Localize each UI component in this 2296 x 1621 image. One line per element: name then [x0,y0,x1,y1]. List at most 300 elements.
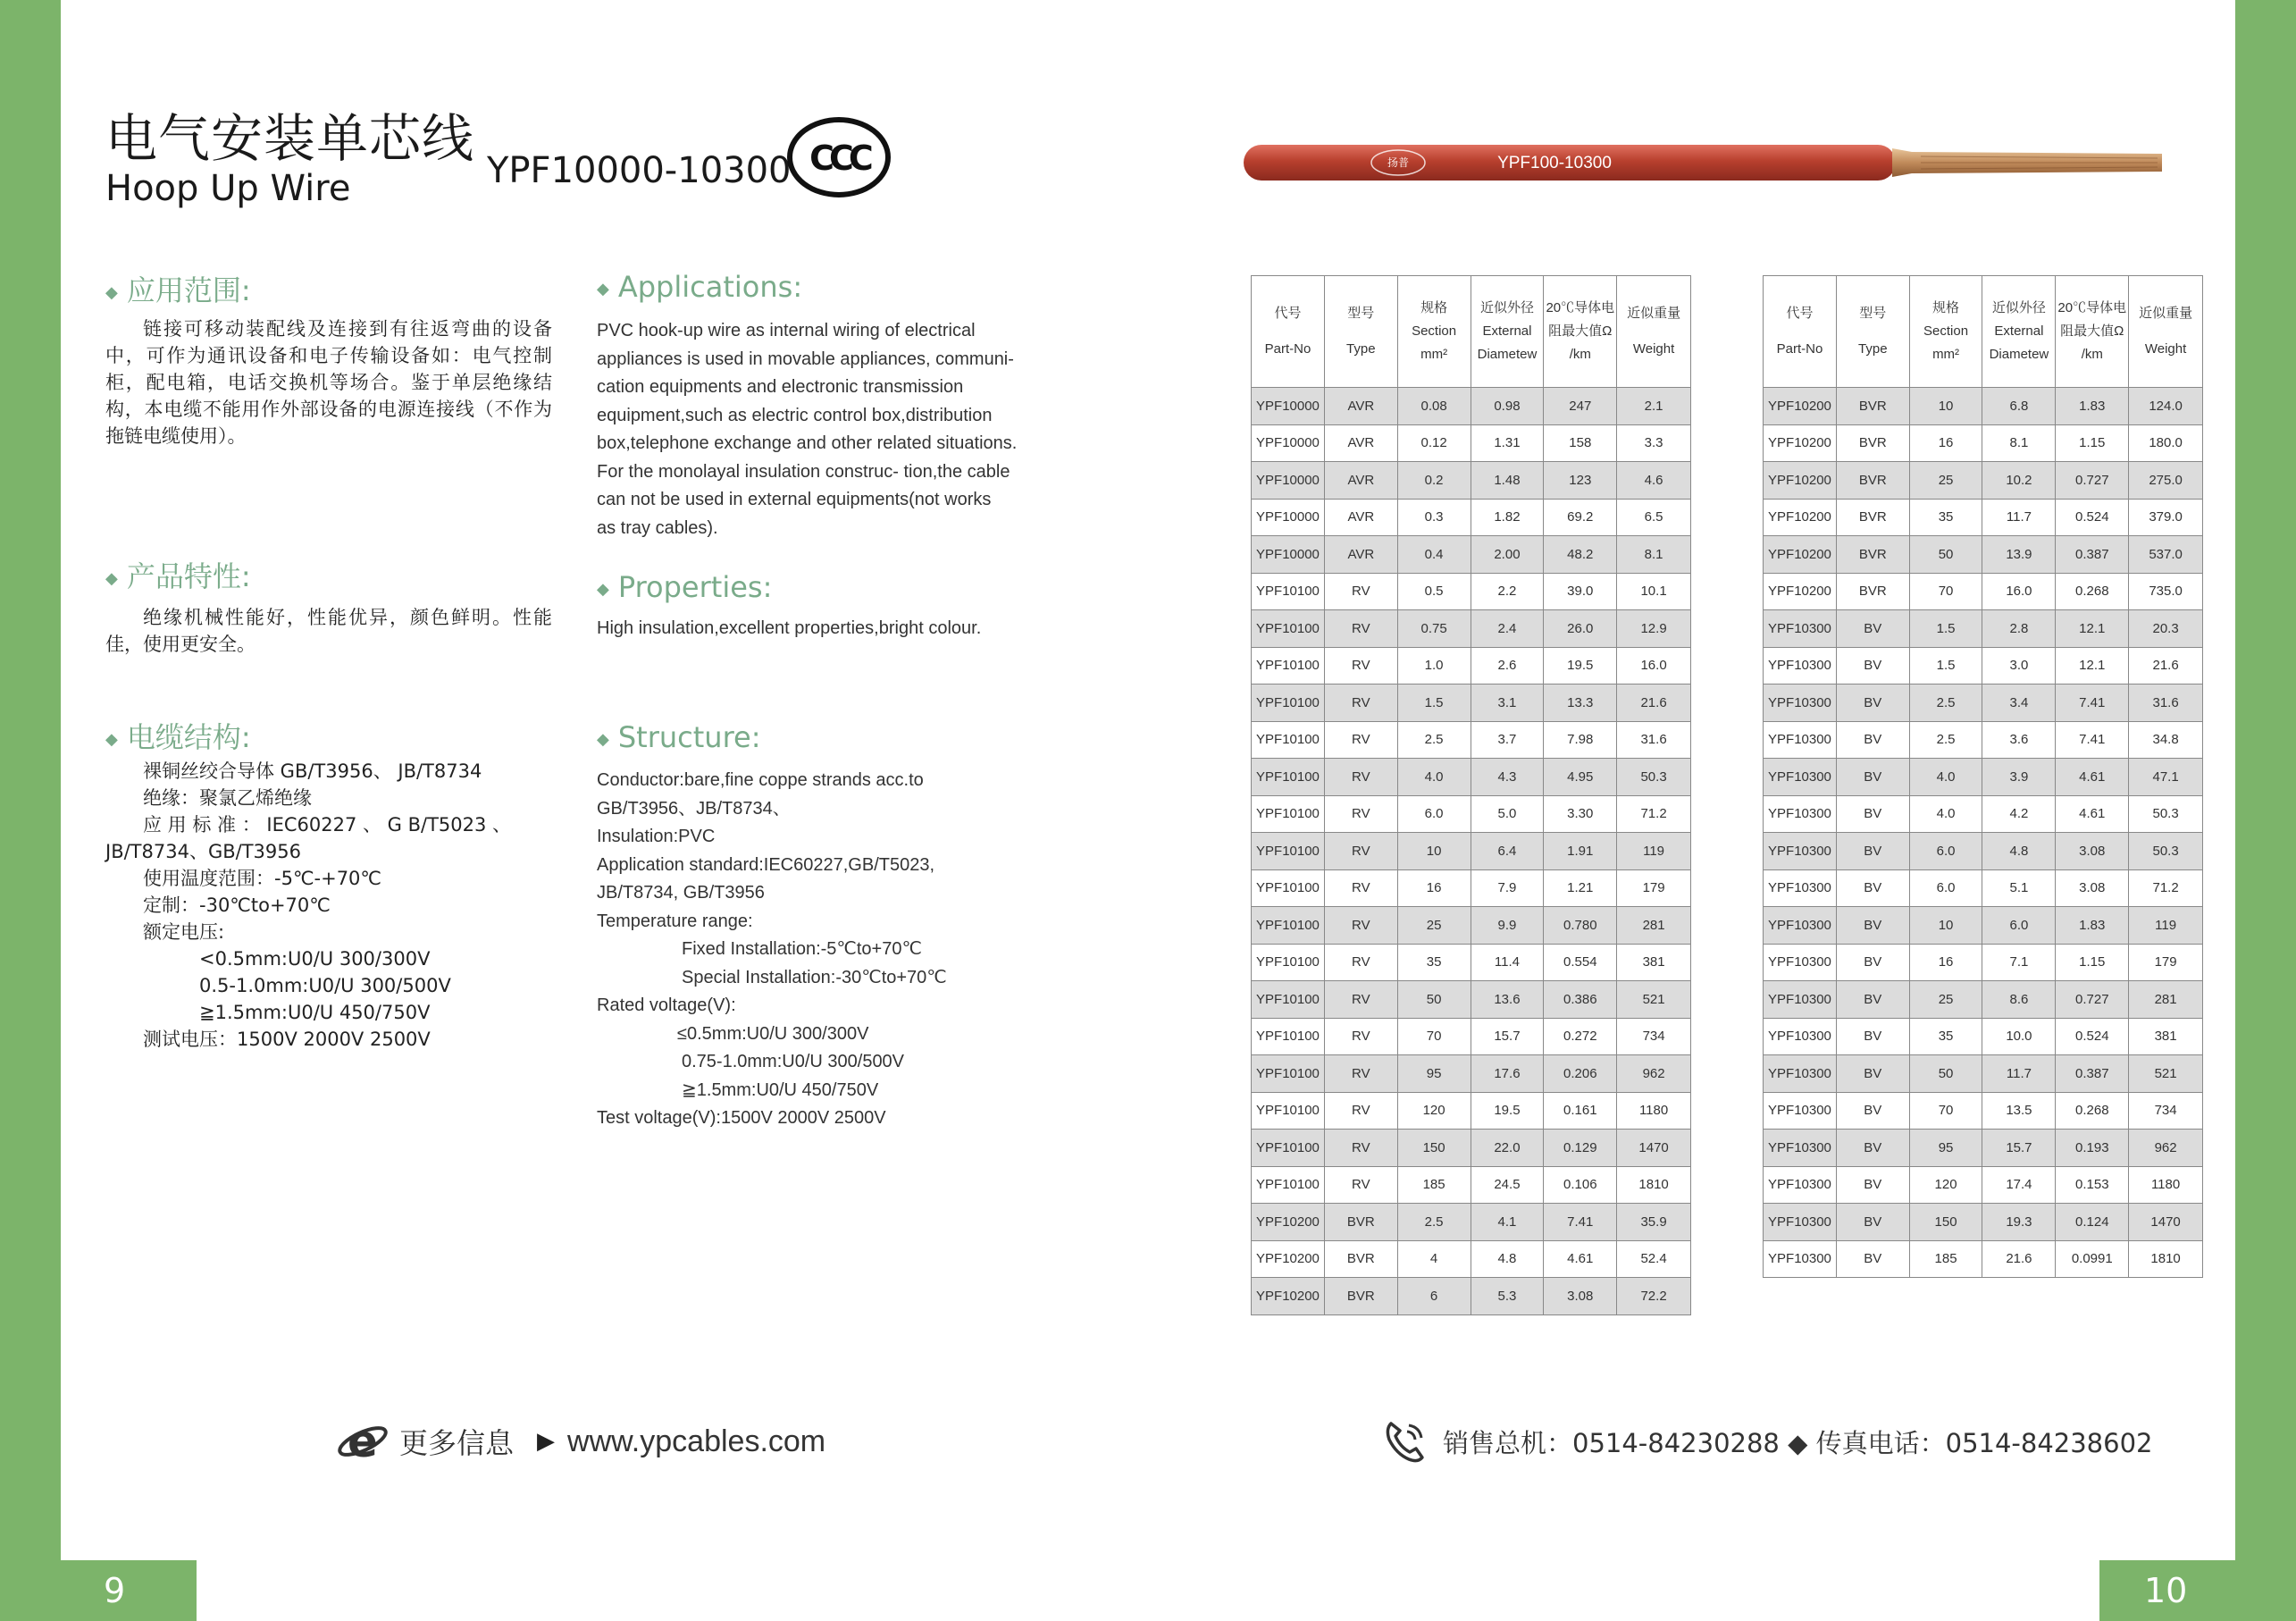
table-cell: 1.82 [1471,499,1544,536]
header-text: Diametew [1989,347,2049,362]
table-cell: YPF10200 [1252,1278,1325,1315]
table-cell: 2.00 [1471,536,1544,574]
table-row [1764,536,2203,574]
table-row [1764,1204,2203,1241]
text-line: 0.75-1.0mm:U0/U 300/500V [682,1052,905,1071]
table-cell: 2.5 [1909,685,1982,722]
header-text: Weight [2144,341,2187,357]
table-cell: 0.0991 [2056,1240,2129,1278]
table-cell: 0.727 [2056,981,2129,1019]
text-line: Application standard:IEC60227,GB/T5023, [597,854,935,875]
header-text: 规格 [1932,300,1960,315]
table-cell: 1.0 [1397,647,1471,685]
table-cell: YPF10000 [1252,424,1325,462]
table-cell: RV [1324,795,1397,833]
table-cell: 0.161 [1544,1092,1617,1130]
structure-line: 额定电压: [143,921,225,943]
table-cell: 69.2 [1544,499,1617,536]
section-application-cn: ◆ 应用范围: [105,273,251,307]
table-row [1764,573,2203,610]
table-cell: RV [1324,944,1397,981]
table-cell: 0.12 [1397,424,1471,462]
table-cell: 179 [1617,869,1691,907]
table-cell: 0.3 [1397,499,1471,536]
text-line: can not be used in external equipments(not works [597,490,992,509]
structure-line: <0.5mm:U0/U 300/300V [199,948,431,970]
table-cell: 1.91 [1544,833,1617,870]
table-cell: YPF10300 [1764,981,1837,1019]
table-cell: 7.1 [1982,944,2056,981]
text-line: cation equipments and electronic transmission [597,377,964,397]
structure-line: 定制：-30℃to+70℃ [143,894,331,916]
table-cell: 70 [1909,573,1982,610]
table-cell: 0.554 [1544,944,1617,981]
page-title-en: Hoop Up Wire [105,168,351,209]
table-cell: BV [1836,685,1909,722]
table-row [1764,1055,2203,1093]
table-cell: 381 [2129,1018,2203,1055]
table-cell: 50 [1397,981,1471,1019]
table-cell: 47.1 [2129,759,2203,796]
table-cell: 4.3 [1471,759,1544,796]
table-cell: 25 [1909,462,1982,500]
header-text: 代号 [1786,306,1814,321]
table-cell: 13.9 [1982,536,2056,574]
table-cell: 11.4 [1471,944,1544,981]
table-cell: 35 [1909,499,1982,536]
table-cell: 0.524 [2056,1018,2129,1055]
table-row [1764,1240,2203,1278]
column-header [1544,276,1617,388]
table-cell: YPF10300 [1764,833,1837,870]
table-row [1252,1204,1691,1241]
table-cell: 16 [1397,869,1471,907]
table-cell: 6.0 [1397,795,1471,833]
table-cell: 21.6 [1982,1240,2056,1278]
table-cell: 3.3 [1617,424,1691,462]
table-cell: 5.1 [1982,869,2056,907]
column-header [1617,276,1691,388]
table-cell: YPF10100 [1252,573,1325,610]
table-row [1252,1240,1691,1278]
table-row [1252,1092,1691,1130]
section-properties-cn: ◆ 产品特性: [105,559,251,593]
table-cell: 2.5 [1909,721,1982,759]
table-cell: YPF10100 [1252,721,1325,759]
table-cell: 158 [1544,424,1617,462]
table-cell: 4.61 [2056,795,2129,833]
table-cell: 95 [1909,1130,1982,1167]
table-cell: 0.4 [1397,536,1471,574]
text-line: Fixed Installation:-5℃to+70℃ [682,939,922,959]
table-cell: 21.6 [2129,647,2203,685]
table-row [1252,573,1691,610]
table-row [1252,907,1691,945]
table-cell: 0.268 [2056,573,2129,610]
table-cell: RV [1324,833,1397,870]
table-row [1764,610,2203,648]
table-row [1252,1018,1691,1055]
table-cell: 70 [1397,1018,1471,1055]
more-info-label: 更多信息 [399,1426,515,1460]
table-cell: 379.0 [2129,499,2203,536]
table-cell: 537.0 [2129,536,2203,574]
table-cell: 12.1 [2056,610,2129,648]
column-header [2056,276,2129,388]
table-cell: 4.0 [1909,795,1982,833]
table-cell: YPF10100 [1252,981,1325,1019]
structure-line: 测试电压：1500V 2000V 2500V [143,1029,431,1050]
table-cell: 1.15 [2056,944,2129,981]
table-cell: YPF10300 [1764,1092,1837,1130]
table-cell: 5.0 [1471,795,1544,833]
table-cell: 0.124 [2056,1204,2129,1241]
table-cell: AVR [1324,424,1397,462]
table-cell: 4.8 [1471,1240,1544,1278]
table-cell: 7.9 [1471,869,1544,907]
wire-label: YPF100-10300 [1497,154,1612,172]
table-cell: 0.153 [2056,1166,2129,1204]
table-cell: RV [1324,647,1397,685]
table-cell: 6.0 [1909,869,1982,907]
table-cell: BV [1836,721,1909,759]
table-cell: 119 [1617,833,1691,870]
table-row [1764,1018,2203,1055]
table-cell: BV [1836,869,1909,907]
table-cell: BV [1836,907,1909,945]
table-row [1252,1130,1691,1167]
table-cell: YPF10300 [1764,1055,1837,1093]
text-line: Rated voltage(V): [597,995,736,1015]
table-cell: 1180 [1617,1092,1691,1130]
table-row [1252,944,1691,981]
table-cell: AVR [1324,499,1397,536]
table-cell: YPF10300 [1764,647,1837,685]
table-header-row [1252,276,1691,388]
table-row [1252,647,1691,685]
table-cell: BV [1836,1240,1909,1278]
table-cell: 150 [1397,1130,1471,1167]
table-cell: 281 [2129,981,2203,1019]
table-row [1764,388,2203,425]
table-cell: YPF10300 [1764,685,1837,722]
table-cell: 0.386 [1544,981,1617,1019]
header-text: mm² [1420,347,1448,362]
table-cell: BV [1836,1130,1909,1167]
table-cell: 13.6 [1471,981,1544,1019]
table-cell: YPF10300 [1764,1240,1837,1278]
structure-line: 裸铜丝绞合导体 GB/T3956、 JB/T8734 [143,760,482,782]
table-row [1252,1278,1691,1315]
header-text: 20℃导体电 [1546,300,1615,315]
table-cell: 962 [2129,1130,2203,1167]
table-cell: 0.780 [1544,907,1617,945]
table-cell: 0.272 [1544,1018,1617,1055]
table-cell: 1.31 [1471,424,1544,462]
header-text: 型号 [1347,306,1375,321]
table-cell: 50.3 [2129,833,2203,870]
left-margin-bar [0,0,61,1621]
table-cell: 3.08 [2056,869,2129,907]
table-cell: 962 [1617,1055,1691,1093]
table-cell: 4.0 [1909,759,1982,796]
table-cell: 1470 [1617,1130,1691,1167]
table-cell: 25 [1909,981,1982,1019]
table-cell: BVR [1836,388,1909,425]
table-row [1252,721,1691,759]
table-cell: 22.0 [1471,1130,1544,1167]
table-cell: YPF10100 [1252,685,1325,722]
table-cell: 0.387 [2056,536,2129,574]
table-cell: 0.206 [1544,1055,1617,1093]
table-cell: 281 [1617,907,1691,945]
table-cell: 50 [1909,536,1982,574]
table-cell: RV [1324,1166,1397,1204]
table-cell: YPF10300 [1764,721,1837,759]
table-row [1764,907,2203,945]
table-row [1764,795,2203,833]
table-cell: 16.0 [1982,573,2056,610]
table-row [1252,536,1691,574]
structure-list-cn [105,758,561,1053]
header-text: mm² [1932,347,1960,362]
table-cell: RV [1324,981,1397,1019]
structure-line: 使用温度范围：-5℃-+70℃ [143,868,382,889]
table-cell: 11.7 [1982,1055,2056,1093]
table-cell: BVR [1836,573,1909,610]
header-text: Section [1412,323,1457,339]
table-cell: 3.0 [1982,647,2056,685]
table-row [1252,795,1691,833]
table-cell: 521 [1617,981,1691,1019]
column-header [1471,276,1544,388]
table-cell: YPF10100 [1252,610,1325,648]
table-cell: 7.41 [2056,685,2129,722]
table-cell: YPF10200 [1252,1204,1325,1241]
table-cell: RV [1324,685,1397,722]
column-header [1324,276,1397,388]
table-cell: 19.5 [1471,1092,1544,1130]
table-cell: 10.2 [1982,462,2056,500]
table-cell: 6.4 [1471,833,1544,870]
table-cell: YPF10100 [1252,944,1325,981]
website-link[interactable]: www.ypcables.com [567,1424,826,1458]
text-line: Insulation:PVC [597,827,716,846]
section-properties-en: ◆ Properties: [597,570,773,604]
table-cell: 1180 [2129,1166,2203,1204]
table-cell: 1.5 [1397,685,1471,722]
table-row [1252,1166,1691,1204]
table-cell: 0.2 [1397,462,1471,500]
page-number-right: 10 [2099,1560,2235,1621]
header-text: Part-No [1264,341,1311,357]
table-cell: 10.1 [1617,573,1691,610]
table-cell: YPF10300 [1764,1204,1837,1241]
page-number-left: 9 [61,1560,197,1621]
table-cell: 16 [1909,944,1982,981]
ccc-certification-icon [786,116,892,198]
table-cell: 3.08 [2056,833,2129,870]
table-cell: 0.129 [1544,1130,1617,1167]
table-cell: 10 [1909,907,1982,945]
table-row [1252,981,1691,1019]
table-cell: 8.1 [1982,424,2056,462]
table-row [1764,462,2203,500]
table-cell: YPF10300 [1764,610,1837,648]
table-cell: 15.7 [1982,1130,2056,1167]
triangle-arrow-icon: ▶ [537,1428,556,1455]
structure-line: JB/T8734、GB/T3956 [105,841,301,862]
table-cell: 0.387 [2056,1055,2129,1093]
table-cell: 2.2 [1471,573,1544,610]
table-cell: 6.8 [1982,388,2056,425]
text-line: ≧1.5mm:U0/U 450/750V [682,1079,879,1100]
table-cell: RV [1324,610,1397,648]
table-cell: 25 [1397,907,1471,945]
table-cell: 50.3 [1617,759,1691,796]
table-cell: 5.3 [1471,1278,1544,1315]
table-cell: 11.7 [1982,499,2056,536]
table-row [1764,759,2203,796]
table-cell: 12.9 [1617,610,1691,648]
table-cell: 7.41 [1544,1204,1617,1241]
table-row [1764,721,2203,759]
contact-phone-fax: 销售总机：0514-84230288 ◆ 传真电话：0514-84238602 [1443,1427,2153,1458]
table-cell: YPF10100 [1252,833,1325,870]
table-cell: 124.0 [2129,388,2203,425]
text-line: box,telephone exchange and other related situations. [597,433,1018,453]
table-cell: 1810 [1617,1166,1691,1204]
table-cell: 1.5 [1909,610,1982,648]
table-cell: 9.9 [1471,907,1544,945]
table-cell: 10 [1909,388,1982,425]
table-row [1764,1130,2203,1167]
table-cell: 15.7 [1471,1018,1544,1055]
table-row [1764,869,2203,907]
table-cell: 8.1 [1617,536,1691,574]
table-cell: YPF10100 [1252,1092,1325,1130]
table-cell: 31.6 [1617,721,1691,759]
table-cell: 1.83 [2056,388,2129,425]
text-line: ≤0.5mm:U0/U 300/300V [677,1023,869,1044]
text-line: Temperature range: [597,911,753,931]
table-cell: 0.193 [2056,1130,2129,1167]
internet-explorer-icon [335,1414,390,1469]
table-cell: YPF10300 [1764,1018,1837,1055]
table-cell: 2.6 [1471,647,1544,685]
table-cell: 180.0 [2129,424,2203,462]
table-cell: 10 [1397,833,1471,870]
table-cell: 150 [1909,1204,1982,1241]
table-cell: 185 [1397,1166,1471,1204]
table-row [1764,499,2203,536]
table-cell: 31.6 [2129,685,2203,722]
table-cell: BVR [1836,536,1909,574]
diamond-bullet-icon: ◆ [597,729,609,749]
table-cell: YPF10100 [1252,795,1325,833]
table-cell: BVR [1324,1204,1397,1241]
diamond-bullet-icon: ◆ [105,729,118,749]
text-line: Special Installation:-30℃to+70℃ [682,967,947,987]
header-text: Diametew [1477,347,1538,362]
table-row [1252,499,1691,536]
text-line: For the monolayal insulation construc- tion,the cable [597,461,1010,482]
section-applications-en: ◆ Applications: [597,270,803,304]
table-cell: 50 [1909,1055,1982,1093]
table-cell: 4.2 [1982,795,2056,833]
table-cell: BV [1836,1166,1909,1204]
footer-contact [1380,1410,2152,1473]
applications-text-en [597,317,1017,542]
header-text: Weight [1632,341,1675,357]
table-cell: YPF10200 [1764,424,1837,462]
table-cell: 72.2 [1617,1278,1691,1315]
table-cell: 48.2 [1544,536,1617,574]
table-cell: 0.08 [1397,388,1471,425]
table-cell: 21.6 [1617,685,1691,722]
section-structure-cn: ◆ 电缆结构: [105,720,251,754]
table-cell: YPF10000 [1252,388,1325,425]
right-margin-bar [2235,0,2296,1621]
table-cell: 2.4 [1471,610,1544,648]
spec-table-left [1251,275,1691,1315]
table-cell: 19.3 [1982,1204,2056,1241]
table-cell: BV [1836,833,1909,870]
table-cell: 3.30 [1544,795,1617,833]
table-cell: YPF10100 [1252,1166,1325,1204]
header-text: 近似外径 [1479,300,1534,315]
column-header [1397,276,1471,388]
table-cell: 35 [1909,1018,1982,1055]
table-cell: 120 [1397,1092,1471,1130]
table-cell: 247 [1544,388,1617,425]
structure-line: 应 用 标 准 ： IEC60227 、 G B/T5023 、 [143,814,512,836]
table-row [1764,981,2203,1019]
table-cell: YPF10100 [1252,1018,1325,1055]
table-cell: 3.9 [1982,759,2056,796]
table-row [1252,610,1691,648]
table-cell: 120 [1909,1166,1982,1204]
header-text: Type [1346,341,1376,357]
header-text: 近似外径 [1991,300,2046,315]
table-cell: 4.8 [1982,833,2056,870]
header-text: 近似重量 [2139,306,2193,321]
header-text: /km [2081,347,2103,362]
table-cell: 0.75 [1397,610,1471,648]
table-cell: YPF10300 [1764,1166,1837,1204]
table-cell: RV [1324,907,1397,945]
header-text: 代号 [1274,306,1302,321]
table-cell: YPF10300 [1764,869,1837,907]
table-cell: 8.6 [1982,981,2056,1019]
wire-brand-mark: 扬普 [1387,156,1410,169]
table-cell: 35.9 [1617,1204,1691,1241]
table-cell: YPF10200 [1764,536,1837,574]
table-row [1252,685,1691,722]
structure-line: 绝缘：聚氯乙烯绝缘 [143,787,312,809]
table-cell: 24.5 [1471,1166,1544,1204]
table-cell: 3.08 [1544,1278,1617,1315]
table-cell: BV [1836,1055,1909,1093]
table-cell: 4.61 [1544,1240,1617,1278]
table-cell: YPF10100 [1252,1130,1325,1167]
column-header [1909,276,1982,388]
table-cell: 3.6 [1982,721,2056,759]
table-cell: 119 [2129,907,2203,945]
table-row [1252,759,1691,796]
text-line: as tray cables). [597,517,718,538]
table-cell: 71.2 [1617,795,1691,833]
